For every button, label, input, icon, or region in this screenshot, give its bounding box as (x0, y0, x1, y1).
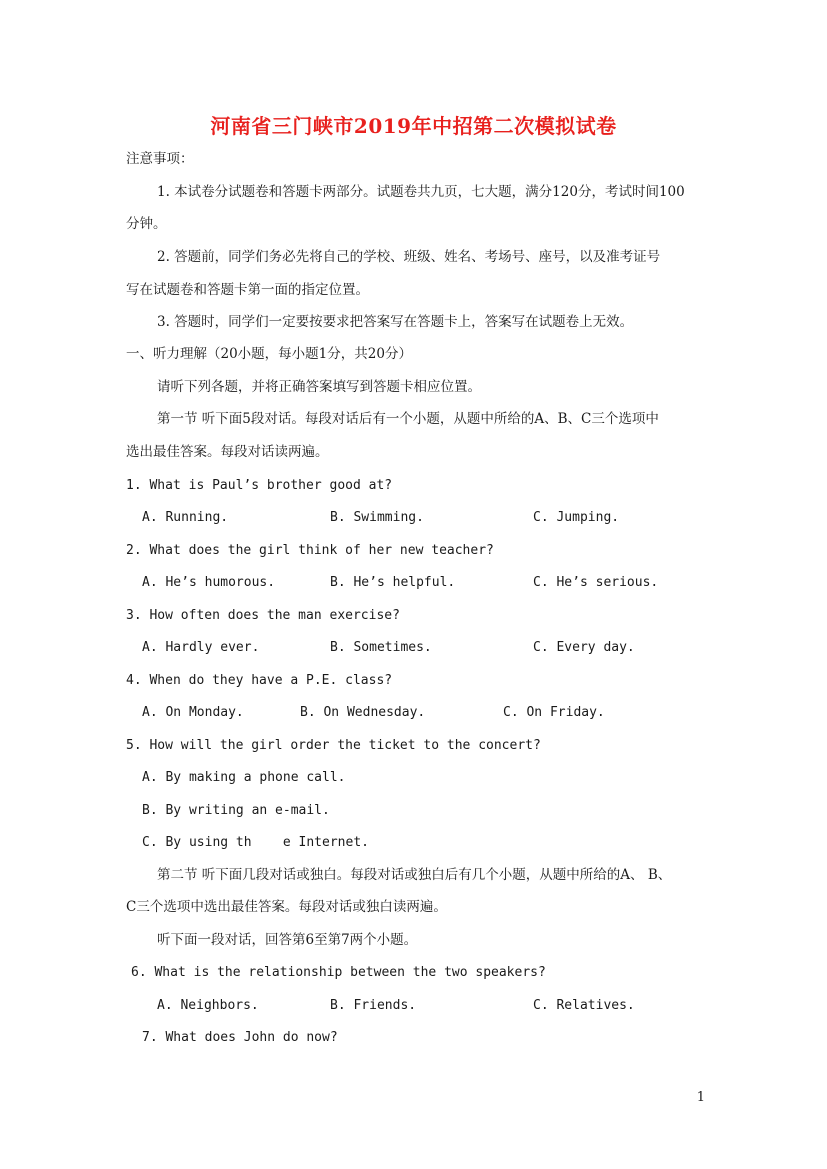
notice-item-2: 2. 答题前，同学们务必先将自己的学校、班级、姓名、考场号、座号，以及准考证号 (157, 249, 661, 265)
question-7-stem: 7. What does John do now? (142, 1030, 338, 1045)
notice-heading: 注意事项： (126, 151, 194, 167)
notice-item-1-continued: 分钟。 (126, 216, 167, 232)
question-3-option-a: A. Hardly ever. (142, 640, 260, 655)
question-5-option-a: A. By making a phone call. (142, 770, 346, 785)
exam-title: 河南省三门峡市2019年中招第二次模拟试卷 (210, 114, 617, 138)
dialogue-instruction: 听下面一段对话，回答第6至第7两个小题。 (157, 932, 418, 948)
section-instruction: 请听下列各题，并将正确答案填写到答题卡相应位置。 (157, 379, 481, 395)
question-2-option-c: C. He’s serious. (533, 575, 659, 590)
question-1-stem: 1. What is Paul’s brother good at? (126, 478, 393, 493)
question-4-option-a: A. On Monday. (142, 705, 244, 720)
notice-item-1: 1. 本试卷分试题卷和答题卡两部分。试题卷共九页，七大题，满分120分，考试时间100 (157, 184, 685, 200)
part-one-instruction: 第一节 听下面5段对话。每段对话后有一个小题，从题中所给的A、B、C三个选项中 (157, 411, 659, 427)
question-2-option-b: B. He’s helpful. (330, 575, 456, 590)
question-3-option-c: C. Every day. (533, 640, 635, 655)
question-6-option-c: C. Relatives. (533, 998, 635, 1013)
page-number: 1 (696, 1090, 705, 1105)
notice-item-2-continued: 写在试题卷和答题卡第一面的指定位置。 (126, 282, 369, 298)
question-2-option-a: A. He’s humorous. (142, 575, 276, 590)
question-6-option-a: A. Neighbors. (157, 998, 259, 1013)
question-4-option-c: C. On Friday. (503, 705, 605, 720)
question-4-option-b: B. On Wednesday. (300, 705, 426, 720)
question-1-option-a: A. Running. (142, 510, 229, 525)
part-one-instruction-continued: 选出最佳答案。每段对话读两遍。 (126, 444, 329, 460)
question-1-option-b: B. Swimming. (330, 510, 424, 525)
question-6-option-b: B. Friends. (330, 998, 417, 1013)
question-5-option-b: B. By writing an e-mail. (142, 803, 330, 818)
question-1-option-c: C. Jumping. (533, 510, 620, 525)
question-6-stem: 6. What is the relationship between the two speakers? (131, 965, 546, 980)
question-5-option-c: C. By using th e Internet. (142, 835, 369, 850)
question-3-option-b: B. Sometimes. (330, 640, 432, 655)
section-heading-listening: 一、听力理解（20小题，每小题1分，共20分） (126, 346, 412, 362)
part-two-instruction-continued: C三个选项中选出最佳答案。每段对话或独白读两遍。 (126, 899, 447, 915)
notice-item-3: 3. 答题时，同学们一定要按要求把答案写在答题卡上，答案写在试题卷上无效。 (157, 314, 634, 330)
question-2-stem: 2. What does the girl think of her new teacher? (126, 543, 494, 558)
part-two-instruction: 第二节 听下面几段对话或独白。每段对话或独白后有几个小题，从题中所给的A、 B、 (157, 867, 672, 883)
question-4-stem: 4. When do they have a P.E. class? (126, 673, 393, 688)
question-5-stem: 5. How will the girl order the ticket to the concert? (126, 738, 541, 753)
question-3-stem: 3. How often does the man exercise? (126, 608, 400, 623)
